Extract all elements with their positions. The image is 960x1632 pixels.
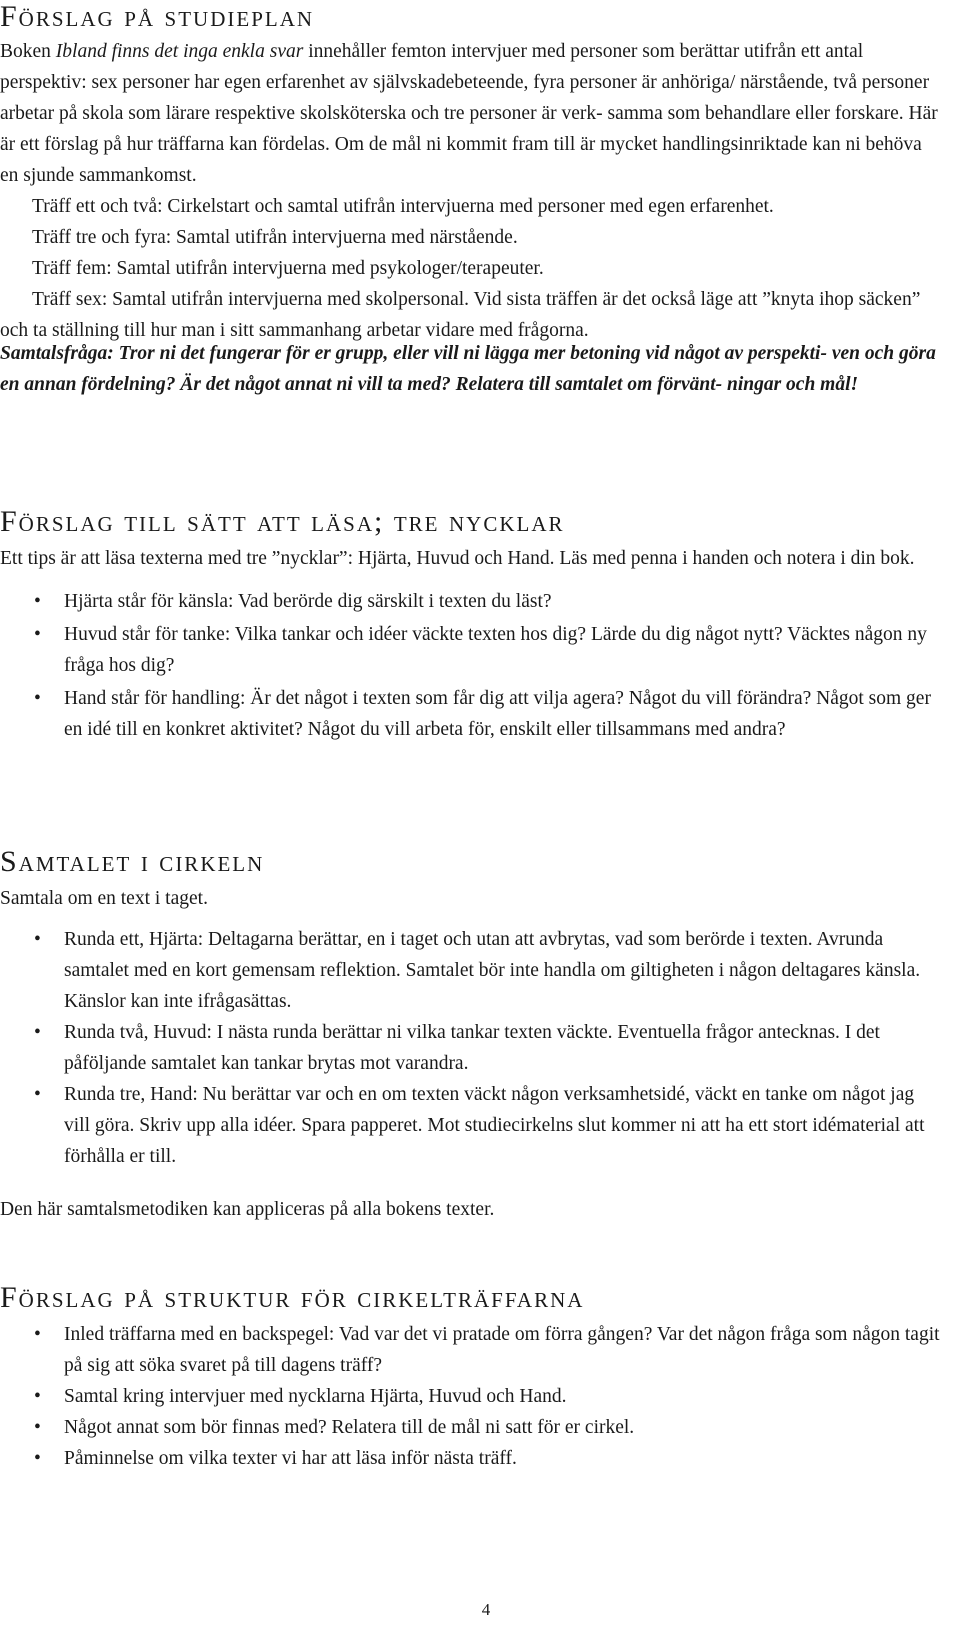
bullet-icon: • [34,688,41,709]
question-text: Tror ni det fungerar för er grupp, eller vill ni lägga mer betoning vid något av perspekti- ven och göra en annan fördelning? Är det något annat ni vill ta med? Relatera till samtalet om förvänt- ningar och mål! [0,343,936,395]
nycklar-list [0,586,940,745]
meeting-line: Träff sex: Samtal utifrån intervjuerna med skolpersonal. Vid sista träffen är det också läge att ”knyta ihop säcken” och ta ställning till hur man i sitt sammanhang arbetar vidare med frågorna. [0,289,921,341]
list-item: • Inled träffarna med en backspegel: Vad var det vi pratade om förra gången? Var det någon fråga som någon tagit på sig att söka svaret på till dagens träff? [0,1319,940,1381]
list-item: • Runda tre, Hand: Nu berättar var och en om texten väckt någon verksamhetsidé, väckt en tanke om något jag vill göra. Skriv upp alla idéer. Spara papperet. Mot studiecirkelns slut kommer ni att ha ett stort idématerial att förhålla er till. [0,1079,940,1172]
studieplan-body [0,36,940,346]
struktur-body [0,1319,940,1474]
cirkeln-outro: Den här samtalsmetodiken kan appliceras på alla bokens texter. [0,1199,495,1220]
meeting-line: Träff ett och två: Cirkelstart och samtal utifrån intervjuerna med personer med egen erfarenhet. [32,196,774,217]
list-item: • Hjärta står för känsla: Vad berörde dig särskilt i texten du läst? [0,586,940,617]
bullet-icon: • [34,1022,41,1043]
bullet-icon: • [34,1386,41,1407]
book-title: Ibland finns det inga enkla svar [55,41,304,62]
list-item: • Runda två, Huvud: I nästa runda berättar ni vilka tankar texten väckte. Eventuella frågor antecknas. I det påföljande samtalet kan tankar brytas mot varandra. [0,1017,940,1079]
bullet-icon: • [34,591,41,612]
list-item: • Huvud står för tanke: Vilka tankar och idéer väckte texten hos dig? Lärde du dig något nytt? Väcktes någon ny fråga hos dig? [0,619,940,681]
bullet-icon: • [34,1324,41,1345]
heading-cirkeln: Samtalet i cirkeln [0,845,265,878]
list-item: • Samtal kring intervjuer med nycklarna Hjärta, Huvud och Hand. [0,1381,940,1412]
intro-before-title: Boken [0,41,56,62]
list-item: • Runda ett, Hjärta: Deltagarna berättar, en i taget och utan att avbrytas, vad som berörde i texten. Avrunda samtalet med en kort gemensam reflektion. Samtalet bör inte handla om giltigheten i någon deltagares känsla. Känslor kan inte ifrågasättas. [0,924,940,1017]
page-number: 4 [481,1600,491,1619]
bullet-icon: • [34,1448,41,1469]
bullet-icon: • [34,1084,41,1105]
list-item: • Något annat som bör finnas med? Relatera till de mål ni satt för er cirkel. [0,1412,940,1443]
intro-after-title: innehåller femton intervjuer med personer som berättar utifrån ett antal perspektiv: sex personer har egen erfarenhet av självskadebeteende, fyra personer är anhöriga/ närstående, två personer arbetar på skola som lärare respektive skolsköterska och tre personer är verk- samma som behandlare eller forskare. Här är ett förslag på hur träffarna kan fördelas. Om de mål ni kommit fram till är mycket handlingsinriktade kan ni behöva en sjunde sammankomst. [0,41,938,186]
heading-nycklar: Förslag till sätt att läsa; tre nycklar [0,505,565,538]
nycklar-body [0,543,940,745]
cirkeln-list [0,924,940,1172]
discussion-question [0,338,940,400]
struktur-list [0,1319,940,1474]
question-label: Samtalsfråga: [0,343,114,364]
heading-struktur: Förslag på struktur för cirkelträffarna [0,1281,585,1314]
meeting-line: Träff tre och fyra: Samtal utifrån intervjuerna med närstående. [32,227,518,248]
bullet-icon: • [34,624,41,645]
heading-studieplan: Förslag på studieplan [0,0,315,33]
studieplan-intro [0,36,940,191]
cirkeln-intro: Samtala om en text i taget. [0,888,208,909]
cirkeln-body [0,883,940,1225]
meeting-line: Träff fem: Samtal utifrån intervjuerna med psykologer/terapeuter. [32,258,544,279]
meeting-list [0,191,940,346]
nycklar-intro: Ett tips är att läsa texterna med tre ”nycklar”: Hjärta, Huvud och Hand. Läs med penna i handen och notera i din bok. [0,548,915,569]
bullet-icon: • [34,929,41,950]
bullet-icon: • [34,1417,41,1438]
list-item: • Påminnelse om vilka texter vi har att läsa inför nästa träff. [0,1443,940,1474]
list-item: • Hand står för handling: Är det något i texten som får dig att vilja agera? Något du vill förändra? Något som ger en idé till en konkret aktivitet? Något du vill arbeta för, enskilt eller tillsammans med andra? [0,683,940,745]
